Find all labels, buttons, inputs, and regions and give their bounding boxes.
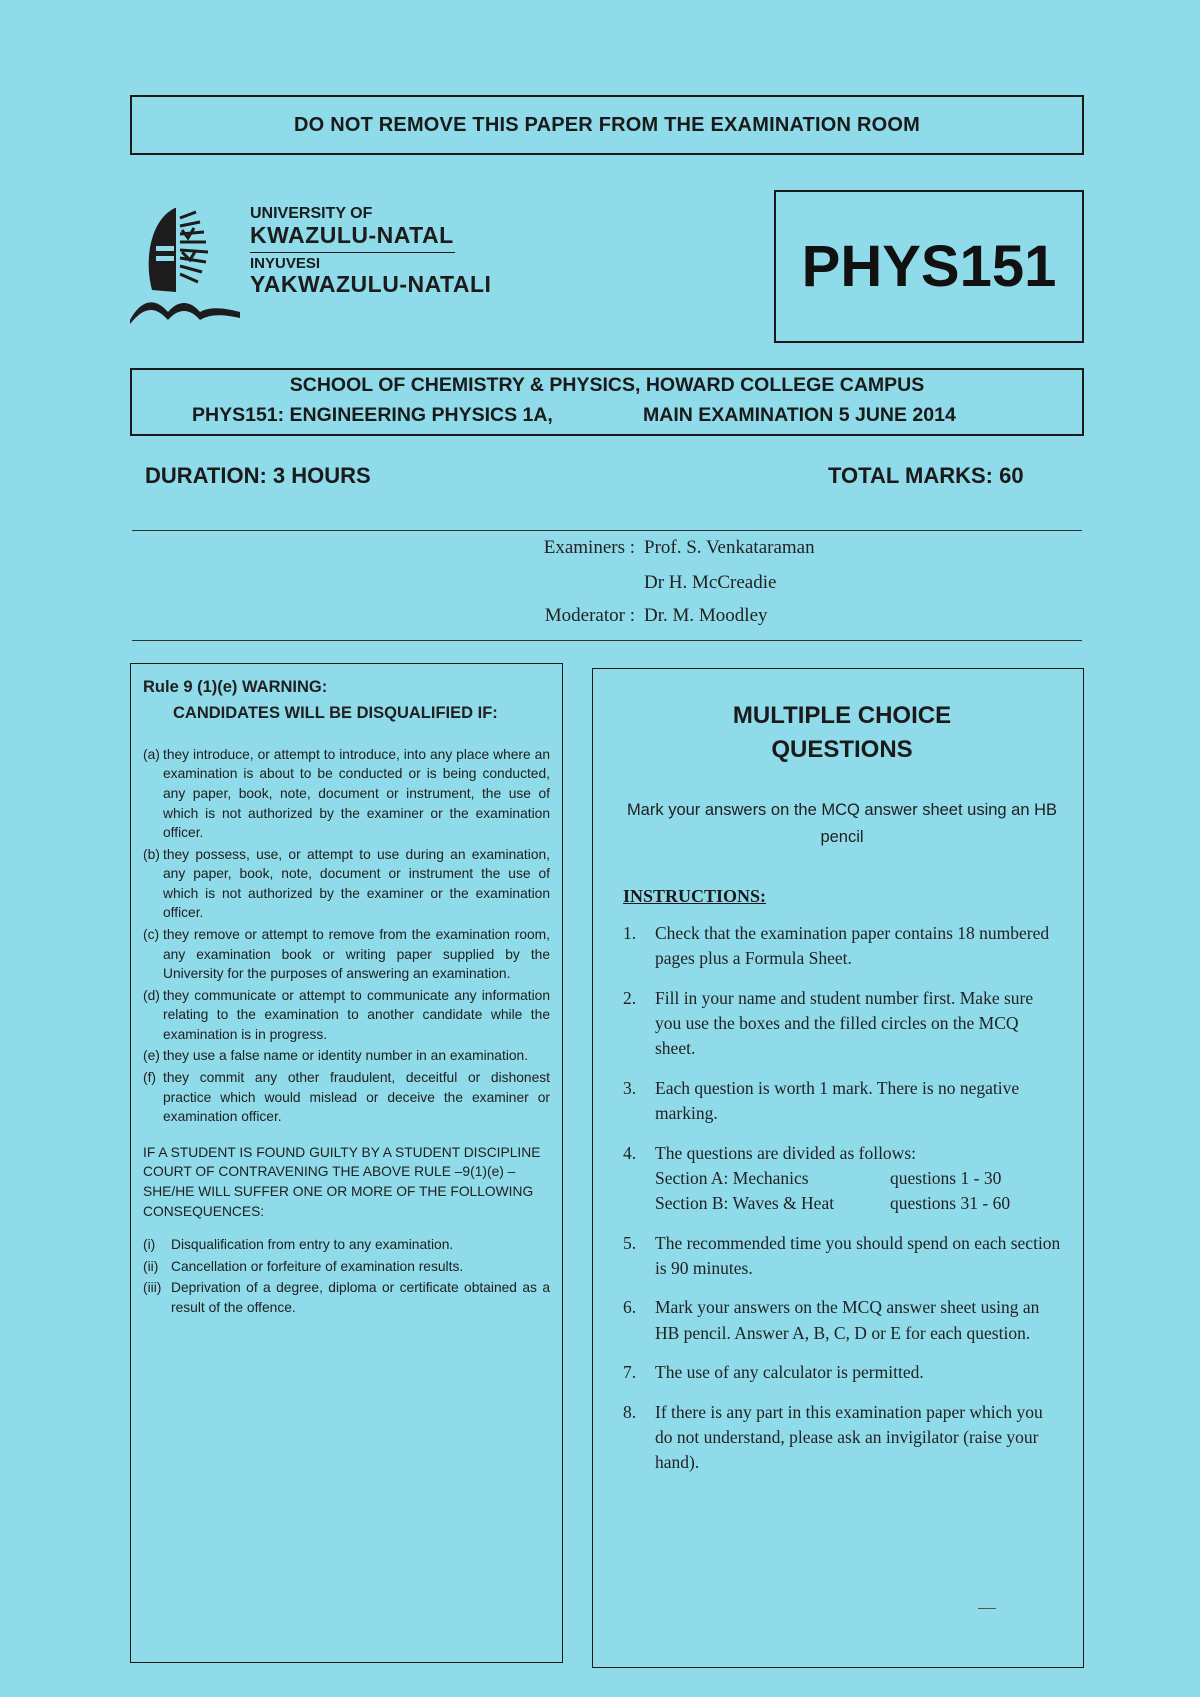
instruction-number: 7. xyxy=(623,1362,637,1383)
rule-text: they communicate or attempt to communicate any information relating to the examination to another candidate while the examination is in progress. xyxy=(163,987,550,1042)
consequence-heading: IF A STUDENT IS FOUND GUILTY BY A STUDENT DISCIPLINE COURT OF CONTRAVENING THE ABOVE RULE –9(1)(e) – SHE/HE WILL SUFFER ONE OR MORE OF THE FOLLOWING CONSEQUENCES: xyxy=(143,1144,541,1219)
consequence-label: (i) xyxy=(143,1237,156,1253)
university-logo xyxy=(130,200,240,330)
page-mark xyxy=(978,1608,996,1609)
instruction-number: 6. xyxy=(623,1297,637,1318)
rule-text: they introduce, or attempt to introduce, into any place where an examination is about to be conducted or is being conducted, any paper, book, note, document or instrument, the use of which is not authorized by the examiner or the examination officer. xyxy=(163,746,550,841)
moderator-label: Moderator : xyxy=(544,605,635,626)
consequence-text: Cancellation or forfeiture of examination results. xyxy=(171,1258,464,1274)
warning-rule-d xyxy=(143,986,550,1045)
total-marks: TOTAL MARKS: 60 xyxy=(828,463,1024,488)
instruction-2 xyxy=(623,986,1061,1062)
instruction-number: 3. xyxy=(623,1077,637,1098)
consequence-text: Deprivation of a degree, diploma or certificate obtained as a result of the offence. xyxy=(171,1280,550,1315)
school-name: SCHOOL OF CHEMISTRY & PHYSICS, HOWARD COLLEGE CAMPUS xyxy=(289,374,925,396)
rule-text: they possess, use, or attempt to use during an examination, any paper, book, note, document or instrument the use of which is not authorized by the examiner or the examination officer. xyxy=(163,846,550,921)
warning-title: Rule 9 (1)(e) WARNING: xyxy=(143,678,328,696)
section-b-row xyxy=(655,1191,1061,1216)
instruction-5 xyxy=(623,1231,1061,1282)
consequence-ii xyxy=(143,1257,550,1277)
rule-text: they commit any other fraudulent, deceitful or dishonest practice which would mislead or deceive the examiner or examination officer. xyxy=(163,1070,550,1125)
university-line3: INYUVESI xyxy=(250,254,321,272)
section-a-row xyxy=(655,1166,1061,1191)
instruction-4 xyxy=(623,1141,1061,1217)
instruction-3 xyxy=(623,1076,1061,1127)
instruction-8 xyxy=(623,1400,1061,1476)
university-name xyxy=(250,205,491,298)
examiner-1: Prof. S. Venkataraman xyxy=(644,537,815,558)
course-code-box xyxy=(774,190,1084,343)
rule-text: they use a false name or identity number in an examination. xyxy=(163,1048,529,1064)
consequence-label: (ii) xyxy=(143,1258,159,1274)
warning-rule-c xyxy=(143,925,550,984)
section-b-name: Section B: Waves & Heat xyxy=(655,1193,835,1214)
divider-top xyxy=(132,530,1082,531)
mcq-title: MULTIPLE CHOICE QUESTIONS xyxy=(732,702,952,764)
rule-label: (a) xyxy=(143,746,160,762)
rule-text: they remove or attempt to remove from the examination room, any examination book or writing paper supplied by the University for the purposes of answering an examination. xyxy=(163,926,550,982)
section-a-name: Section A: Mechanics xyxy=(655,1167,809,1188)
section-a-range: questions 1 - 30 xyxy=(890,1167,1002,1188)
examiner-2: Dr H. McCreadie xyxy=(644,572,777,593)
moderator-name: Dr. M. Moodley xyxy=(644,605,768,626)
warning-rule-b xyxy=(143,845,550,923)
rule-label: (e) xyxy=(143,1048,160,1064)
examiners-block xyxy=(0,537,1200,637)
university-line1: UNIVERSITY OF xyxy=(250,205,373,222)
instruction-text: If there is any part in this examination paper which you do not understand, please ask an invigilator (raise your hand). xyxy=(655,1401,1043,1473)
instruction-text: The recommended time you should spend on each section is 90 minutes. xyxy=(655,1232,1061,1279)
examiners-label: Examiners : xyxy=(543,537,635,558)
instruction-number: 4. xyxy=(623,1142,637,1163)
instructions-heading: INSTRUCTIONS: xyxy=(623,885,767,906)
instruction-number: 8. xyxy=(623,1401,637,1422)
consequence-i xyxy=(143,1235,550,1255)
section-b-range: questions 31 - 60 xyxy=(890,1193,1011,1214)
instruction-text: The questions are divided as follows: xyxy=(655,1142,916,1163)
instruction-6 xyxy=(623,1295,1061,1346)
exam-date: MAIN EXAMINATION 5 JUNE 2014 xyxy=(643,404,956,426)
instruction-7 xyxy=(623,1360,1061,1385)
instruction-text: Fill in your name and student number first. Make sure you use the boxes and the filled circles on the MCQ sheet. xyxy=(655,987,1034,1059)
university-line2: KWAZULU-NATAL xyxy=(250,221,454,248)
course-title: PHYS151: ENGINEERING PHYSICS 1A, xyxy=(192,404,553,426)
instruction-number: 5. xyxy=(623,1232,637,1253)
university-name-divider xyxy=(250,252,455,253)
rule-label: (c) xyxy=(143,926,160,942)
disqualification-warning-box xyxy=(130,663,563,1663)
instruction-text: The use of any calculator is permitted. xyxy=(655,1362,924,1383)
consequence-text: Disqualification from entry to any examination. xyxy=(171,1237,454,1253)
instruction-number: 2. xyxy=(623,987,637,1008)
warning-rule-a xyxy=(143,745,550,843)
instruction-text: Check that the examination paper contains 18 numbered pages plus a Formula Sheet. xyxy=(655,922,1050,969)
removal-warning-banner xyxy=(130,95,1084,155)
ukzn-emblem-icon xyxy=(130,200,240,330)
instruction-text: Each question is worth 1 mark. There is no negative marking. xyxy=(655,1077,1020,1124)
school-info-box xyxy=(130,368,1084,436)
rule-label: (d) xyxy=(143,987,160,1003)
removal-warning-text: DO NOT REMOVE THIS PAPER FROM THE EXAMINATION ROOM xyxy=(294,113,920,136)
consequence-iii xyxy=(143,1278,550,1317)
course-code: PHYS151 xyxy=(801,234,1057,299)
warning-rule-f xyxy=(143,1068,550,1127)
exam-duration: DURATION: 3 HOURS xyxy=(145,463,371,488)
consequence-label: (iii) xyxy=(143,1280,162,1296)
mcq-subtitle: Mark your answers on the MCQ answer sheet using an HB pencil xyxy=(626,801,1058,846)
divider-bottom xyxy=(132,640,1082,641)
instruction-text: Mark your answers on the MCQ answer sheet using an HB pencil. Answer A, B, C, D or E for each question. xyxy=(655,1297,1040,1343)
mcq-instructions-box xyxy=(592,668,1084,1668)
rule-label: (f) xyxy=(143,1070,157,1086)
instruction-1 xyxy=(623,921,1061,972)
warning-subtitle: CANDIDATES WILL BE DISQUALIFIED IF: xyxy=(173,704,498,723)
rule-label: (b) xyxy=(143,846,160,862)
instruction-number: 1. xyxy=(623,922,637,943)
university-line4: YAKWAZULU-NATALI xyxy=(250,271,492,298)
warning-rule-e xyxy=(143,1046,550,1066)
